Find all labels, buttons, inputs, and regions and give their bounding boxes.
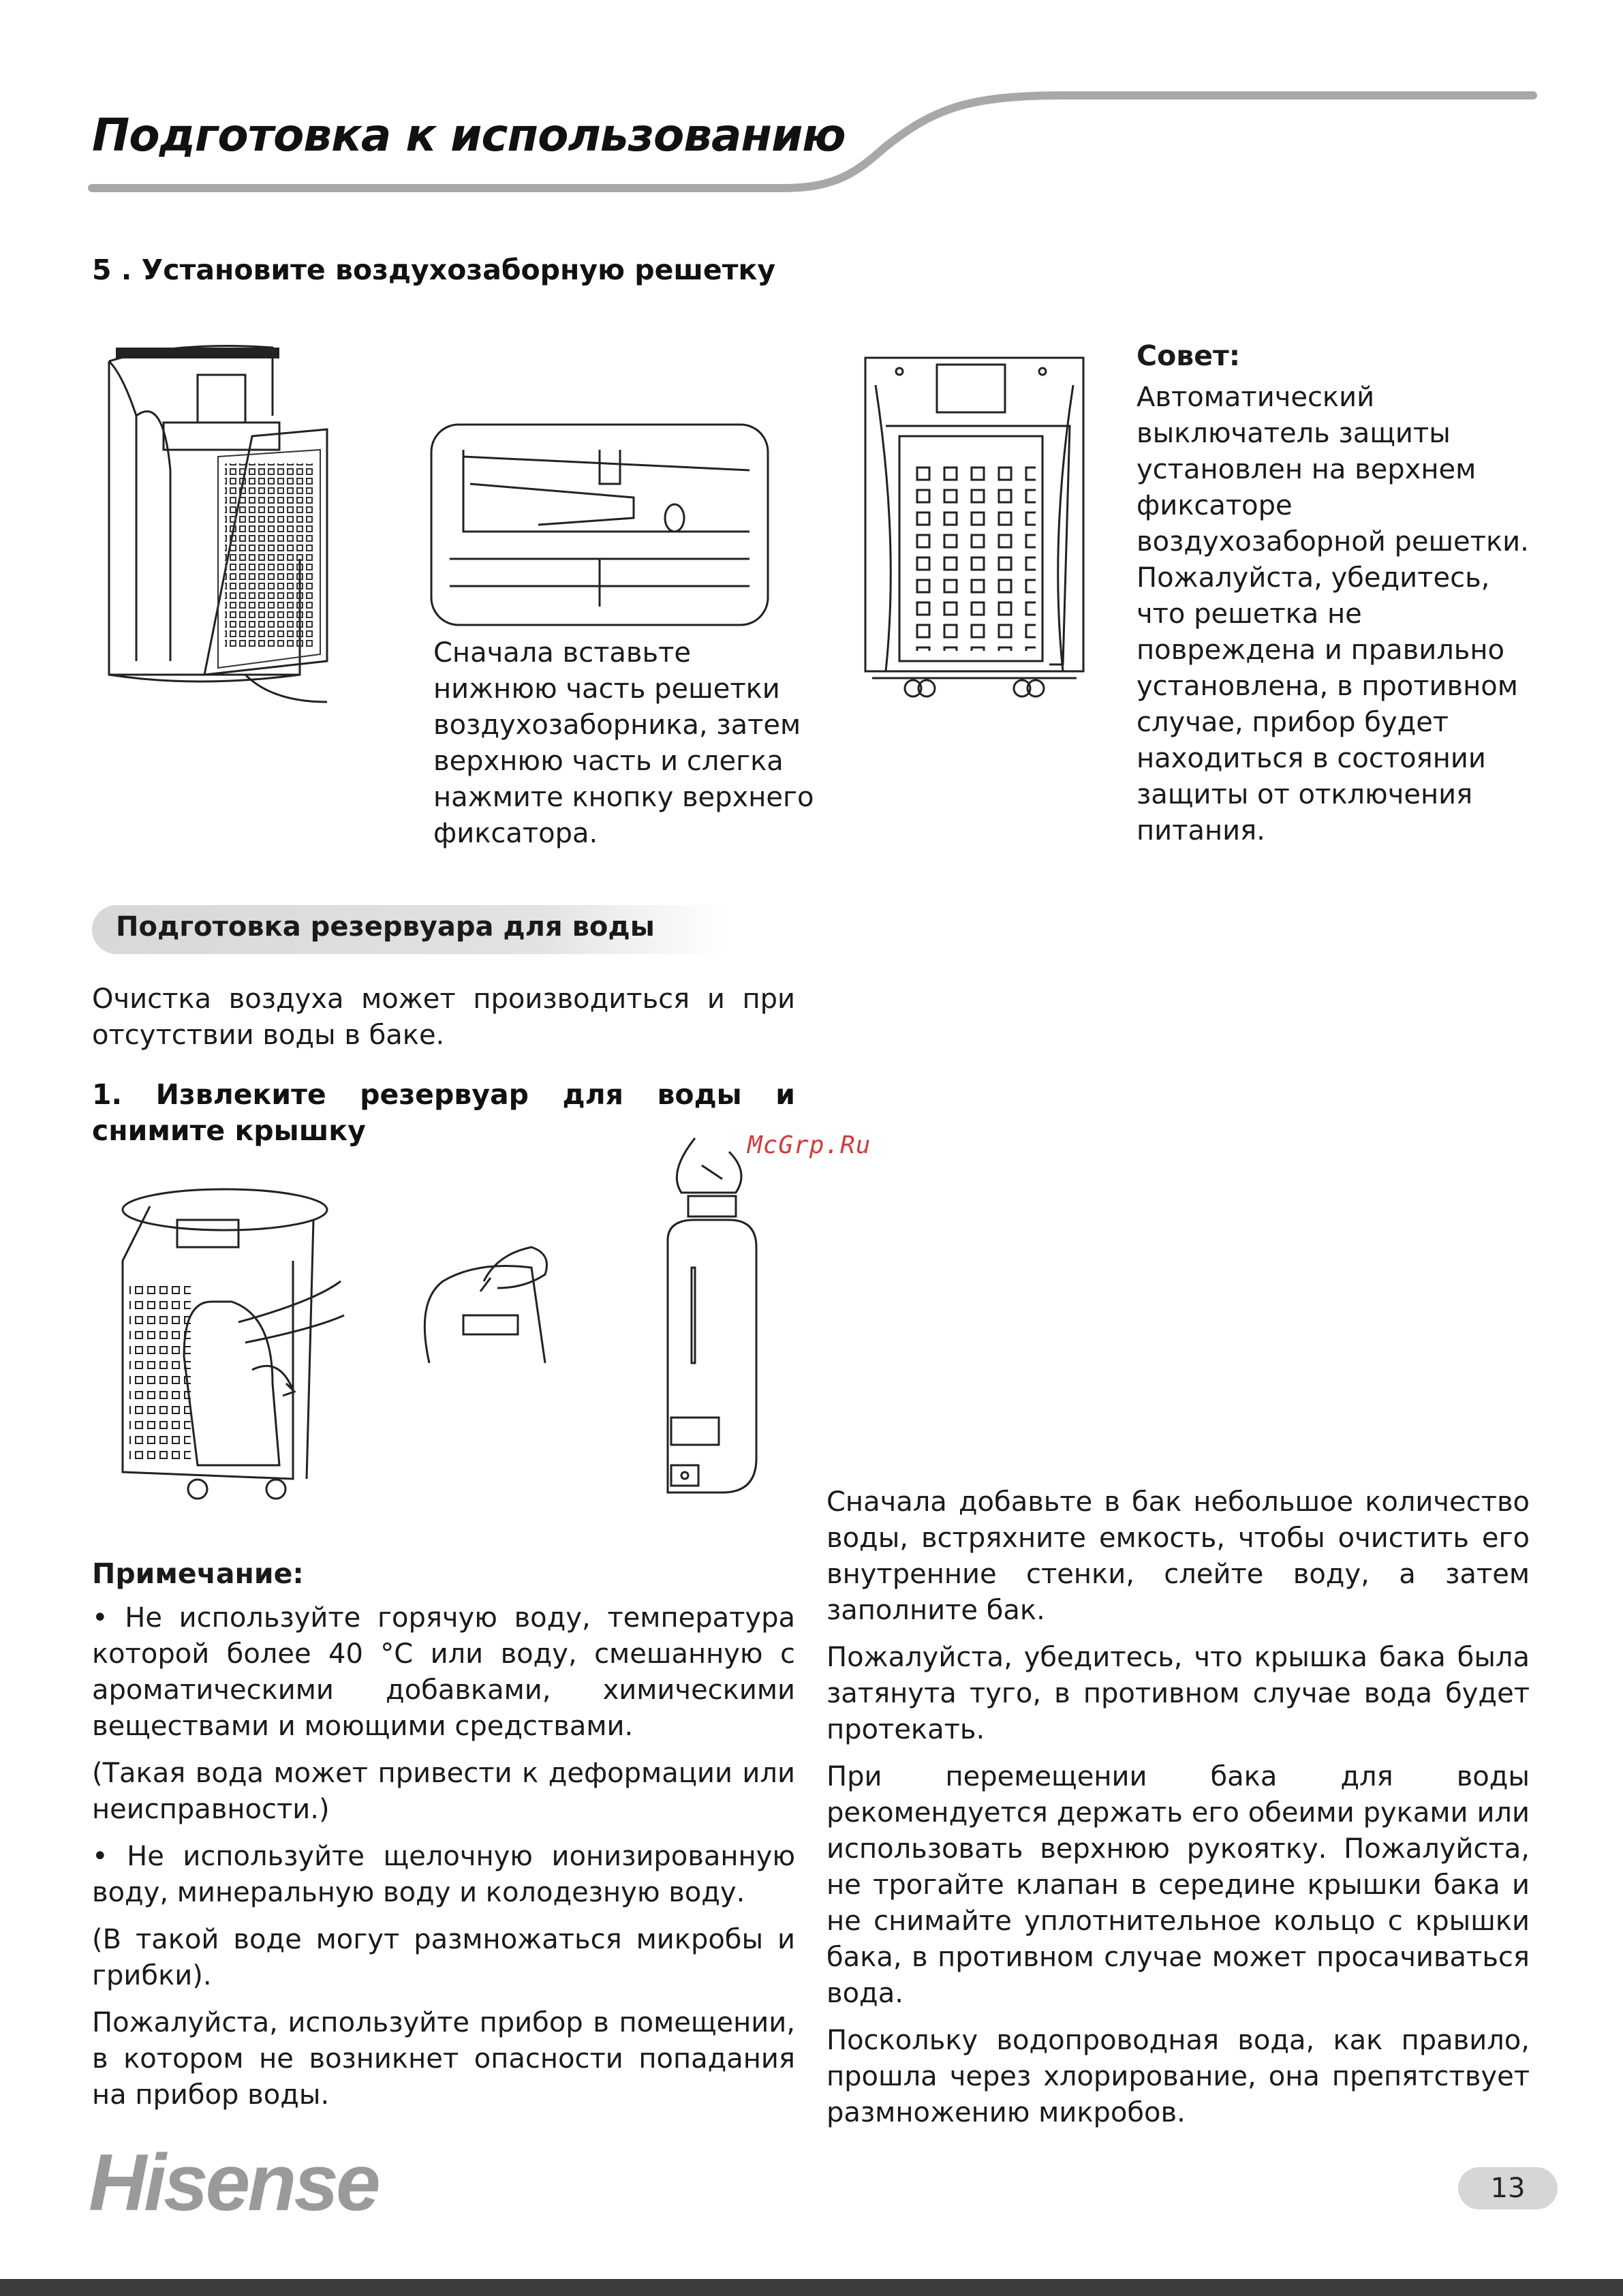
page-title: Подготовка к использованию <box>92 109 846 162</box>
note-paragraph-2: (Такая вода может привести к деформации или неисправности.) <box>92 1758 795 1825</box>
water-tank-illustration <box>654 1131 770 1499</box>
right-paragraph-3: При перемещении бака для воды рекомендуется держать его обеими руками или использовать верхнюю рукоятку. Пожалуйста, не трогайте клапан в середине крышки бака и не снимайте уплотнительное кольцо с крышки бака, в противном случае может просачиваться вода. <box>826 1761 1530 2009</box>
purifier-front-illustration <box>859 351 1090 705</box>
latch-closeup-illustration <box>429 423 770 627</box>
right-column <box>826 1484 1530 2142</box>
note-paragraph-1: • Не используйте горячую воду, температура которой более 40 °С или воду, смешанную с ароматическими добавками, химическими веществами и моющими средствами. <box>92 1602 795 1742</box>
note-body <box>92 1600 795 2124</box>
section-title: Подготовка резервуара для воды <box>116 911 655 943</box>
right-paragraph-2: Пожалуйста, убедитесь, что крышка бака была затянута туго, в противном случае вода будет протекать. <box>826 1642 1530 1745</box>
right-paragraph-1: Сначала добавьте в бак небольшое количество воды, встряхните емкость, чтобы очистить его внутренние стенки, слейте воду, а затем заполните бак. <box>826 1486 1530 1626</box>
note-paragraph-4: (В такой воде могут размножаться микробы и грибки). <box>92 1924 795 1991</box>
tank-handle-illustration <box>416 1240 566 1370</box>
step5-caption: Сначала вставьте нижнюю часть решетки воздухозаборника, затем верхнюю часть и слегка нажмите кнопку верхнего фиксатора. <box>433 637 814 849</box>
note-paragraph-5: Пожалуйста, используйте прибор в помещении, в котором не возникнет опасности попадания на прибор воды. <box>92 2007 795 2111</box>
section-intro: Очистка воздуха может производиться и при отсутствии воды в баке. <box>92 983 795 1051</box>
tip-text: Автоматический выключатель защиты установлен на верхнем фиксаторе воздухозаборной решетки. Пожалуйста, убедитесь, что решетка не повреждена и правильно установлена, в противном случае, прибор будет находиться в состоянии защиты от отключения питания. <box>1137 382 1529 846</box>
note-paragraph-3: • Не используйте щелочную ионизированную воду, минеральную воду и колодезную воду. <box>92 1841 795 1908</box>
tip-title: Совет: <box>1137 339 1241 372</box>
bottom-bar <box>0 2279 1623 2296</box>
watermark: McGrp.Ru <box>747 1131 871 1159</box>
brand-logo: Hisense <box>89 2138 378 2228</box>
step5-heading: 5 . Установите воздухозаборную решетку <box>92 254 776 286</box>
step1-heading: 1. Извлеките резервуар для воды и снимите крышку <box>92 1078 795 1147</box>
page-number: 13 <box>1458 2167 1558 2209</box>
note-title: Примечание: <box>92 1557 304 1590</box>
tank-removal-illustration <box>109 1179 354 1506</box>
right-paragraph-4: Поскольку водопроводная вода, как правило, прошла через хлорирование, она препятствует размножению микробов. <box>826 2025 1530 2128</box>
purifier-grille-illustration <box>95 334 341 716</box>
